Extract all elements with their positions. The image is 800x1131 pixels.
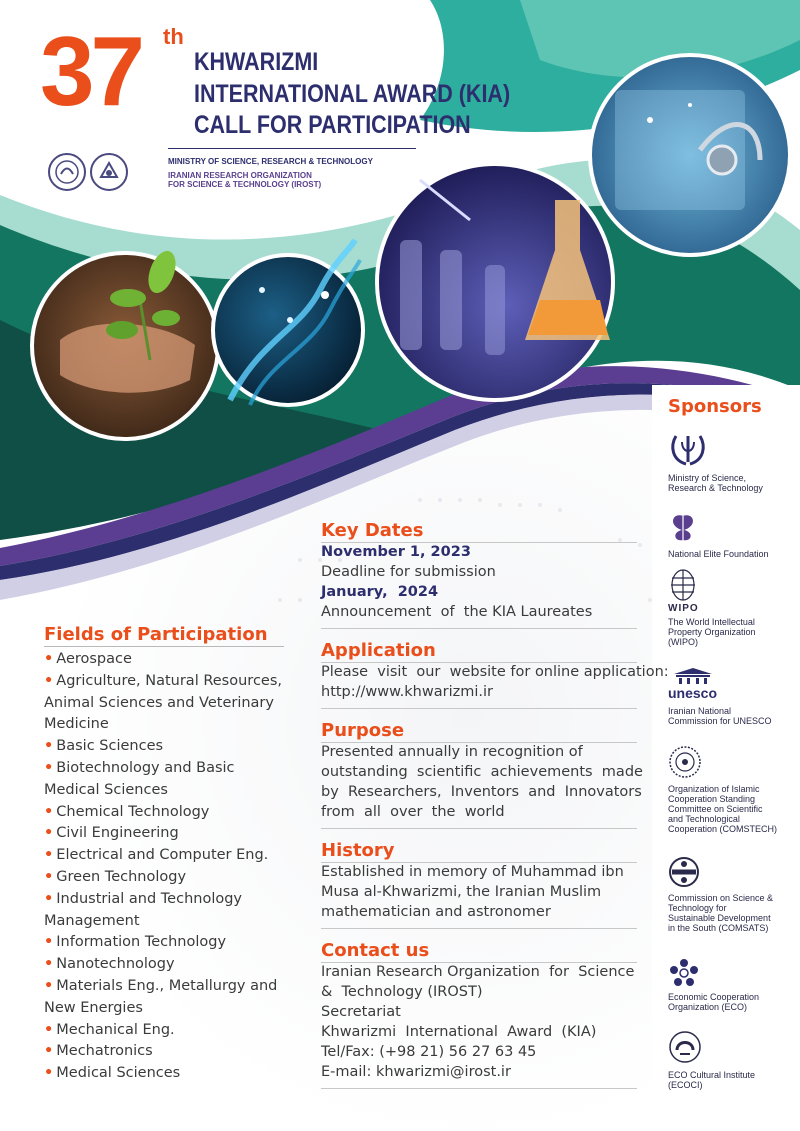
field-label: Nanotechnology: [56, 956, 175, 973]
photo-medical: [590, 55, 790, 255]
field-item: [44, 932, 284, 954]
key-dates-end-rule: [321, 628, 637, 629]
sponsor-8-line-2: (ECOCI): [668, 1080, 703, 1090]
photo-laboratory: [377, 164, 613, 400]
contact-heading: Contact us: [321, 940, 430, 961]
sponsor-7-line-1: Economic Cooperation: [668, 992, 760, 1002]
org-irost-line-1: IRANIAN RESEARCH ORGANIZATION: [168, 171, 312, 180]
sponsor-1-line-1: Ministry of Science,: [668, 473, 747, 483]
ecoci-icon: [668, 1030, 702, 1064]
field-label: Aerospace: [56, 651, 132, 667]
org-ministry: MINISTRY OF SCIENCE, RESEARCH & TECHNOLOGY: [168, 157, 373, 166]
field-item: [44, 758, 284, 802]
sponsor-6-line-2: Technology for: [668, 903, 727, 913]
history-line-2: Musa al-Khwarizmi, the Iranian Muslim: [321, 884, 602, 900]
field-label: Chemical Technology: [56, 803, 210, 820]
bullet-icon: •: [44, 825, 54, 842]
unesco-wordmark: unesco: [668, 685, 718, 701]
date-2: January, 2024: [321, 584, 439, 600]
comstech-seal-icon: [668, 745, 702, 779]
field-item: [44, 823, 284, 845]
temple-icon: [668, 666, 718, 686]
sponsor-5-line-5: Cooperation (COMSTECH): [668, 824, 778, 834]
sponsor-7-line-2: Organization (ECO): [668, 1002, 748, 1012]
sponsors-heading: Sponsors: [668, 396, 762, 417]
field-item: [44, 845, 284, 867]
contact-line-2: & Technology (IROST): [321, 984, 483, 1000]
bullet-icon: •: [44, 1021, 54, 1038]
bullet-icon: •: [44, 847, 54, 864]
bullet-icon: •: [44, 868, 54, 885]
org-irost-line-2: FOR SCIENCE & TECHNOLOGY (IROST): [168, 180, 322, 189]
sponsor-6-line-1: Commission on Science &: [668, 893, 774, 903]
field-label: Materials Eng., Metallurgy and New Energies: [44, 977, 278, 1016]
sponsor-5-line-3: Committee on Scientific: [668, 804, 763, 814]
field-item: [44, 671, 284, 736]
field-label: Mechanical Eng.: [56, 1021, 175, 1038]
field-item: [44, 1020, 284, 1042]
date-2-label: Announcement of the KIA Laureates: [321, 604, 593, 620]
field-label: Mechatronics: [56, 1043, 153, 1060]
purpose-line-3: by Researchers, Inventors and Innovators: [321, 784, 642, 800]
field-label: Medical Sciences: [56, 1065, 181, 1082]
application-heading: Application: [321, 640, 436, 661]
bullet-icon: •: [44, 1043, 54, 1060]
bullet-icon: •: [44, 977, 54, 994]
field-item: [44, 889, 284, 933]
purpose-heading: Purpose: [321, 720, 405, 741]
history-end-rule: [321, 928, 637, 929]
field-item: [44, 1063, 284, 1085]
bullet-icon: •: [44, 651, 54, 667]
history-heading: History: [321, 840, 395, 861]
date-1-label: Deadline for submission: [321, 564, 496, 580]
field-item: [44, 867, 284, 889]
sponsor-5-line-4: and Technological: [668, 814, 740, 824]
field-label: Electrical and Computer Eng.: [56, 847, 269, 864]
bullet-icon: •: [44, 738, 54, 755]
contact-email-link[interactable]: E-mail: khwarizmi@irost.ir: [321, 1064, 511, 1080]
field-label: Agriculture, Natural Resources, Animal Sciences and Veterinary Medicine: [44, 672, 282, 733]
sponsor-5-line-1: Organization of Islamic: [668, 784, 760, 794]
purpose-line-2: outstanding scientific achievements made: [321, 764, 643, 780]
wipo-globe-icon: [668, 568, 698, 602]
bullet-icon: •: [44, 803, 54, 820]
key-dates-heading: Key Dates: [321, 520, 424, 541]
iran-emblem-icon: [668, 432, 708, 468]
sponsor-4-line-2: Commission for UNESCO: [668, 716, 772, 726]
title-line-3: CALL FOR PARTICIPATION: [194, 111, 471, 139]
field-item: [44, 736, 284, 758]
sponsor-3-line-2: Property Organization: [668, 627, 756, 637]
contact-end-rule: [321, 1088, 637, 1089]
field-label: Basic Sciences: [56, 738, 164, 755]
field-item: [44, 1041, 284, 1063]
contact-line-3: Secretariat: [321, 1004, 401, 1020]
purpose-line-4: from all over the world: [321, 804, 505, 820]
purpose-end-rule: [321, 828, 637, 829]
field-label: Green Technology: [56, 868, 187, 885]
sponsor-4-line-1: Iranian National: [668, 706, 732, 716]
sponsor-1-line-2: Research & Technology: [668, 483, 763, 493]
contact-line-1: Iranian Research Organization for Science: [321, 964, 635, 980]
field-label: Industrial and Technology Management: [44, 890, 243, 929]
field-label: Biotechnology and Basic Medical Sciences: [44, 759, 235, 798]
date-1: November 1, 2023: [321, 544, 471, 560]
sponsor-8-line-1: ECO Cultural Institute: [668, 1070, 756, 1080]
irost-logo: [90, 153, 128, 191]
field-label: Civil Engineering: [56, 825, 179, 842]
sponsor-3-line-1: The World Intellectual: [668, 617, 755, 627]
field-item: [44, 954, 284, 976]
ministry-logo: [48, 153, 86, 191]
contact-phone: Tel/Fax: (+98 21) 56 27 63 45: [321, 1044, 537, 1060]
field-item: [44, 802, 284, 824]
fields-list: [44, 649, 284, 1085]
fields-heading: Fields of Participation: [44, 624, 268, 645]
application-url-link[interactable]: http://www.khwarizmi.ir: [321, 684, 493, 700]
field-item: [44, 649, 284, 671]
sponsor-6-line-3: Sustainable Development: [668, 913, 771, 923]
contact-line-4: Khwarizmi International Award (KIA): [321, 1024, 597, 1040]
title-divider: [168, 148, 416, 149]
bullet-icon: •: [44, 890, 54, 907]
sponsor-3-line-3: (WIPO): [668, 637, 698, 647]
history-line-3: mathematician and astronomer: [321, 904, 551, 920]
title-line-2: INTERNATIONAL AWARD (KIA): [194, 80, 511, 108]
field-item: [44, 976, 284, 1020]
edition-suffix: th: [163, 24, 184, 49]
sponsor-6-line-4: in the South (COMSATS): [668, 923, 769, 933]
butterfly-icon: [668, 512, 698, 544]
field-label: Information Technology: [56, 934, 227, 951]
application-text: Please visit our website for online application:: [321, 664, 669, 680]
comsats-icon: [668, 856, 700, 888]
eco-flower-icon: [668, 957, 700, 989]
edition-number: 37: [40, 16, 142, 126]
application-end-rule: [321, 708, 637, 709]
sponsor-2-line-1: National Elite Foundation: [668, 549, 769, 559]
bullet-icon: •: [44, 759, 54, 776]
history-line-1: Established in memory of Muhammad ibn: [321, 864, 624, 880]
fields-heading-rule: [44, 646, 284, 647]
bullet-icon: •: [44, 934, 54, 951]
bullet-icon: •: [44, 672, 54, 689]
wipo-wordmark: WIPO: [668, 603, 699, 614]
bullet-icon: •: [44, 956, 54, 973]
sponsor-5-line-2: Cooperation Standing: [668, 794, 756, 804]
purpose-line-1: Presented annually in recognition of: [321, 744, 583, 760]
title-line-1: KHWARIZMI: [194, 48, 319, 76]
bullet-icon: •: [44, 1065, 54, 1082]
